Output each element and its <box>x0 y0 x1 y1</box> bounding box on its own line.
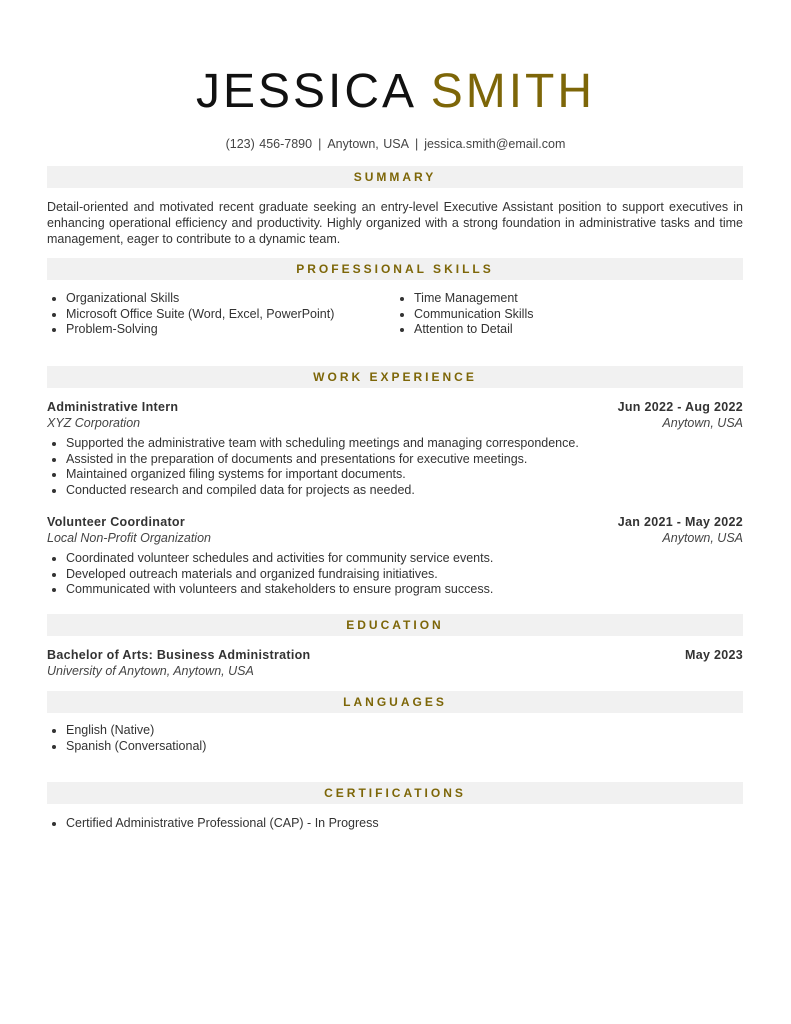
candidate-name <box>0 64 791 120</box>
summary-text: Detail-oriented and motivated recent graduate seeking an entry-level Executive Assistant position to support executives in enhancing operational efficiency and productivity. Highly organized with a strong foundation in administrative tasks and time management, eager to contribute to a dynamic team. <box>47 200 743 246</box>
job-company: Local Non-Profit Organization <box>47 531 211 545</box>
contact-separator: | <box>414 137 419 151</box>
list-item: • English (Native) <box>66 723 466 739</box>
job-company: XYZ Corporation <box>47 416 141 430</box>
section-heading-languages: LANGUAGES <box>47 691 743 713</box>
job-bullets <box>48 436 756 498</box>
list-item: • Maintained organized filing systems for important documents. <box>66 467 756 483</box>
list-item: • Attention to Detail <box>414 322 734 338</box>
skills-list-right <box>396 291 734 338</box>
contact-line <box>0 137 791 151</box>
degree: Bachelor of Arts: Business Administration <box>47 648 311 662</box>
phone: (123) 456-7890 <box>225 137 313 151</box>
list-item: • Organizational Skills <box>66 291 386 307</box>
job-title: Administrative Intern <box>47 400 179 414</box>
list-item: • Microsoft Office Suite (Word, Excel, PowerPoint) <box>66 307 386 323</box>
list-item: • Communicated with volunteers and stakeholders to ensure program success. <box>66 582 756 598</box>
skills-list-left <box>48 291 386 338</box>
school: University of Anytown, Anytown, USA <box>47 664 254 678</box>
list-item: • Conducted research and compiled data for projects as needed. <box>66 483 756 499</box>
email[interactable]: jessica.smith@email.com <box>424 137 566 151</box>
graduation-date: May 2023 <box>685 648 743 662</box>
list-item: • Time Management <box>414 291 734 307</box>
list-item: • Developed outreach materials and organized fundraising initiatives. <box>66 567 756 583</box>
job-dates: Jun 2022 - Aug 2022 <box>617 400 743 414</box>
job-title: Volunteer Coordinator <box>47 515 186 529</box>
list-item: • Problem-Solving <box>66 322 386 338</box>
last-name: SMITH <box>430 65 596 118</box>
job-bullets <box>48 551 756 598</box>
languages-list <box>48 723 466 754</box>
contact-separator: | <box>318 137 322 151</box>
certifications-list <box>48 816 566 832</box>
section-heading-skills: PROFESSIONAL SKILLS <box>47 258 743 280</box>
list-item: • Supported the administrative team with scheduling meetings and managing correspondence. <box>66 436 756 452</box>
location: Anytown, USA <box>327 137 409 151</box>
section-heading-education: EDUCATION <box>47 614 743 636</box>
list-item: • Communication Skills <box>414 307 734 323</box>
section-heading-certifications: CERTIFICATIONS <box>47 782 743 804</box>
job-location: Anytown, USA <box>662 416 743 430</box>
list-item: • Assisted in the preparation of documents and presentations for executive meetings. <box>66 452 756 468</box>
job-location: Anytown, USA <box>662 531 743 545</box>
job-dates: Jan 2021 - May 2022 <box>617 515 743 529</box>
list-item: • Coordinated volunteer schedules and activities for community service events. <box>66 551 756 567</box>
list-item: • Certified Administrative Professional (CAP) - In Progress <box>66 816 566 832</box>
section-heading-summary: SUMMARY <box>47 166 743 188</box>
list-item: • Spanish (Conversational) <box>66 739 466 755</box>
section-heading-experience: WORK EXPERIENCE <box>47 366 743 388</box>
first-name: JESSICA <box>195 65 415 118</box>
